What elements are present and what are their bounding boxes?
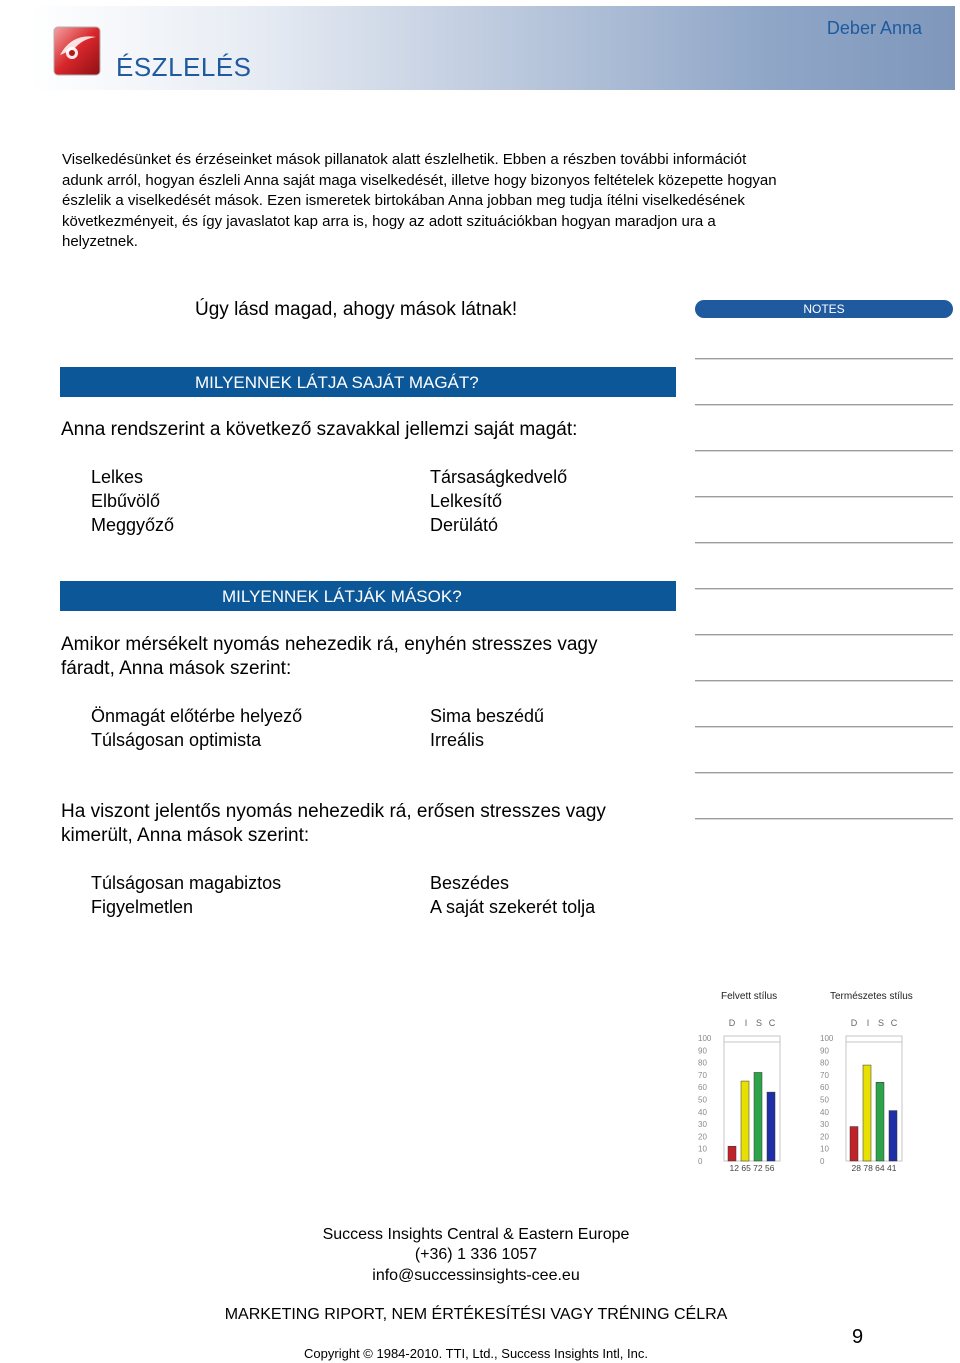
category-label: D: [728, 1018, 736, 1028]
note-line: [695, 404, 953, 405]
tick-label: 10: [698, 1144, 707, 1154]
person-name: Deber Anna: [826, 18, 922, 38]
text-line: Ha viszont jelentős nyomás nehezedik rá, erősen stresszes vagy: [61, 801, 606, 822]
trait-word: Irreális: [430, 730, 485, 750]
bar: [850, 1127, 858, 1161]
bar: [728, 1146, 736, 1161]
section-bar-others: [60, 581, 676, 611]
tick-label: 50: [820, 1095, 829, 1105]
intro-line: adunk arról, hogyan észleli Anna saját maga viselkedését, illetve hogy bizonyos feltételek közepette hogyan: [62, 171, 777, 189]
high-words-right: [430, 871, 595, 919]
note-line: [695, 588, 953, 589]
trait-word: Túlságosan optimista: [91, 730, 262, 750]
intro-line: Viselkedésünket és érzéseinket mások pillanatok alatt észlelhetik. Ebben a részben további információt: [62, 151, 747, 168]
trait-word: Túlságosan magabiztos: [91, 873, 282, 893]
tick-label: 100: [698, 1034, 712, 1043]
tick-label: 80: [698, 1058, 707, 1068]
category-label: C: [768, 1018, 776, 1028]
moderate-words-right: [430, 704, 544, 752]
tick-label: 100: [820, 1034, 834, 1043]
trait-word: Meggyőző: [91, 515, 175, 535]
high-stress-intro: [61, 800, 606, 848]
tick-label: 60: [820, 1083, 829, 1093]
note-line: [695, 772, 953, 773]
category-label: I: [866, 1018, 870, 1028]
trait-word: Önmagát előtérbe helyező: [91, 706, 303, 726]
trait-word: Derülátó: [430, 515, 499, 535]
trait-word: Elbűvölő: [91, 491, 161, 511]
note-line: [695, 542, 953, 543]
category-label: D: [850, 1018, 858, 1028]
tick-label: 40: [820, 1107, 829, 1117]
self-words-right: [430, 465, 567, 537]
intro-line: helyzetnek.: [62, 233, 138, 250]
tick-label: 60: [698, 1083, 707, 1093]
intro-paragraph: [62, 150, 892, 253]
value-label: 28 78 64 41: [851, 1163, 897, 1173]
section-title: MILYENNEK LÁTJA SAJÁT MAGÁT?: [195, 373, 479, 392]
intro-line: észlelik a viselkedését mások. Ezen ismeretek birtokában Anna jobban meg tudja ítélni viselkedésének: [62, 192, 745, 209]
disc-chart-natural: [812, 1012, 922, 1177]
note-line: [695, 818, 953, 819]
category-label: S: [877, 1018, 885, 1028]
page-number: 9: [852, 1326, 864, 1348]
footer-report-notice: MARKETING RIPORT, NEM ÉRTÉKESÍTÉSI VAGY TRÉNING CÉLRA: [224, 1306, 728, 1323]
bar: [767, 1092, 775, 1161]
bar: [876, 1082, 884, 1161]
tick-label: 30: [820, 1120, 829, 1130]
note-line: [695, 726, 953, 727]
page-title: ÉSZLELÉS: [116, 52, 252, 82]
bar: [863, 1065, 871, 1161]
section-intro: Anna rendszerint a következő szavakkal jellemzi saját magát:: [61, 419, 578, 440]
self-words-left: [91, 465, 174, 537]
bar: [889, 1111, 897, 1161]
moderate-words-left: [91, 704, 302, 752]
text-line: fáradt, Anna mások szerint:: [61, 658, 292, 679]
note-line: [695, 634, 953, 635]
high-words-left: [91, 871, 281, 919]
footer-copyright: Copyright © 1984-2010. TTI, Ltd., Success Insights Intl, Inc.: [304, 1346, 648, 1361]
tick-label: 30: [698, 1120, 707, 1130]
trait-word: Beszédes: [430, 873, 510, 893]
text-line: kimerült, Anna mások szerint:: [61, 825, 310, 846]
bar: [741, 1081, 749, 1161]
tick-label: 90: [698, 1046, 707, 1056]
chart-title-natural: Természetes stílus: [830, 991, 913, 1002]
note-line: [695, 358, 953, 359]
chart-title-adapted: Felvett stílus: [721, 991, 778, 1002]
tick-label: 20: [820, 1132, 829, 1142]
note-line: [695, 680, 953, 681]
tick-label: 90: [820, 1046, 829, 1056]
tick-label: 20: [698, 1132, 707, 1142]
note-line: [695, 450, 953, 451]
tick-label: 70: [820, 1070, 829, 1080]
section-title: MILYENNEK LÁTJÁK MÁSOK?: [222, 587, 462, 606]
section-bar-self: [60, 367, 676, 397]
trait-word: A saját szekerét tolja: [430, 897, 596, 917]
intro-line: következményeit, és így javaslatot kap arra is, hogy az adott szituációkban hogyan maradjon ura a: [62, 212, 716, 230]
trait-word: Lelkesítő: [430, 491, 503, 511]
tick-label: 70: [698, 1070, 707, 1080]
value-label: 12 65 72 56: [729, 1163, 775, 1173]
trait-word: Sima beszédű: [430, 706, 545, 726]
trait-word: Figyelmetlen: [91, 897, 194, 917]
note-line: [695, 496, 953, 497]
trait-word: Társaságkedvelő: [430, 467, 568, 487]
tick-label: 0: [820, 1157, 825, 1166]
page-header: [0, 0, 960, 100]
category-label: C: [890, 1018, 898, 1028]
moderate-stress-intro: [61, 633, 597, 681]
footer-company: Success Insights Central & Eastern Europe: [322, 1226, 630, 1243]
category-label: I: [744, 1018, 748, 1028]
tick-label: 50: [698, 1095, 707, 1105]
tick-label: 10: [820, 1144, 829, 1154]
footer-phone: (+36) 1 336 1057: [414, 1246, 538, 1263]
text-line: Amikor mérsékelt nyomás nehezedik rá, enyhén stresszes vagy: [61, 634, 598, 655]
tick-label: 0: [698, 1157, 703, 1166]
tick-label: 80: [820, 1058, 829, 1068]
trait-word: Lelkes: [91, 467, 144, 487]
footer-email[interactable]: info@successinsights-cee.eu: [372, 1267, 580, 1284]
notes-tab: NOTES: [695, 300, 953, 318]
tagline: Úgy lásd magad, ahogy mások látnak!: [195, 299, 518, 320]
category-label: S: [755, 1018, 763, 1028]
logo-icon: [52, 25, 102, 77]
bar: [754, 1072, 762, 1161]
disc-chart-adapted: [690, 1012, 800, 1177]
tick-label: 40: [698, 1107, 707, 1117]
